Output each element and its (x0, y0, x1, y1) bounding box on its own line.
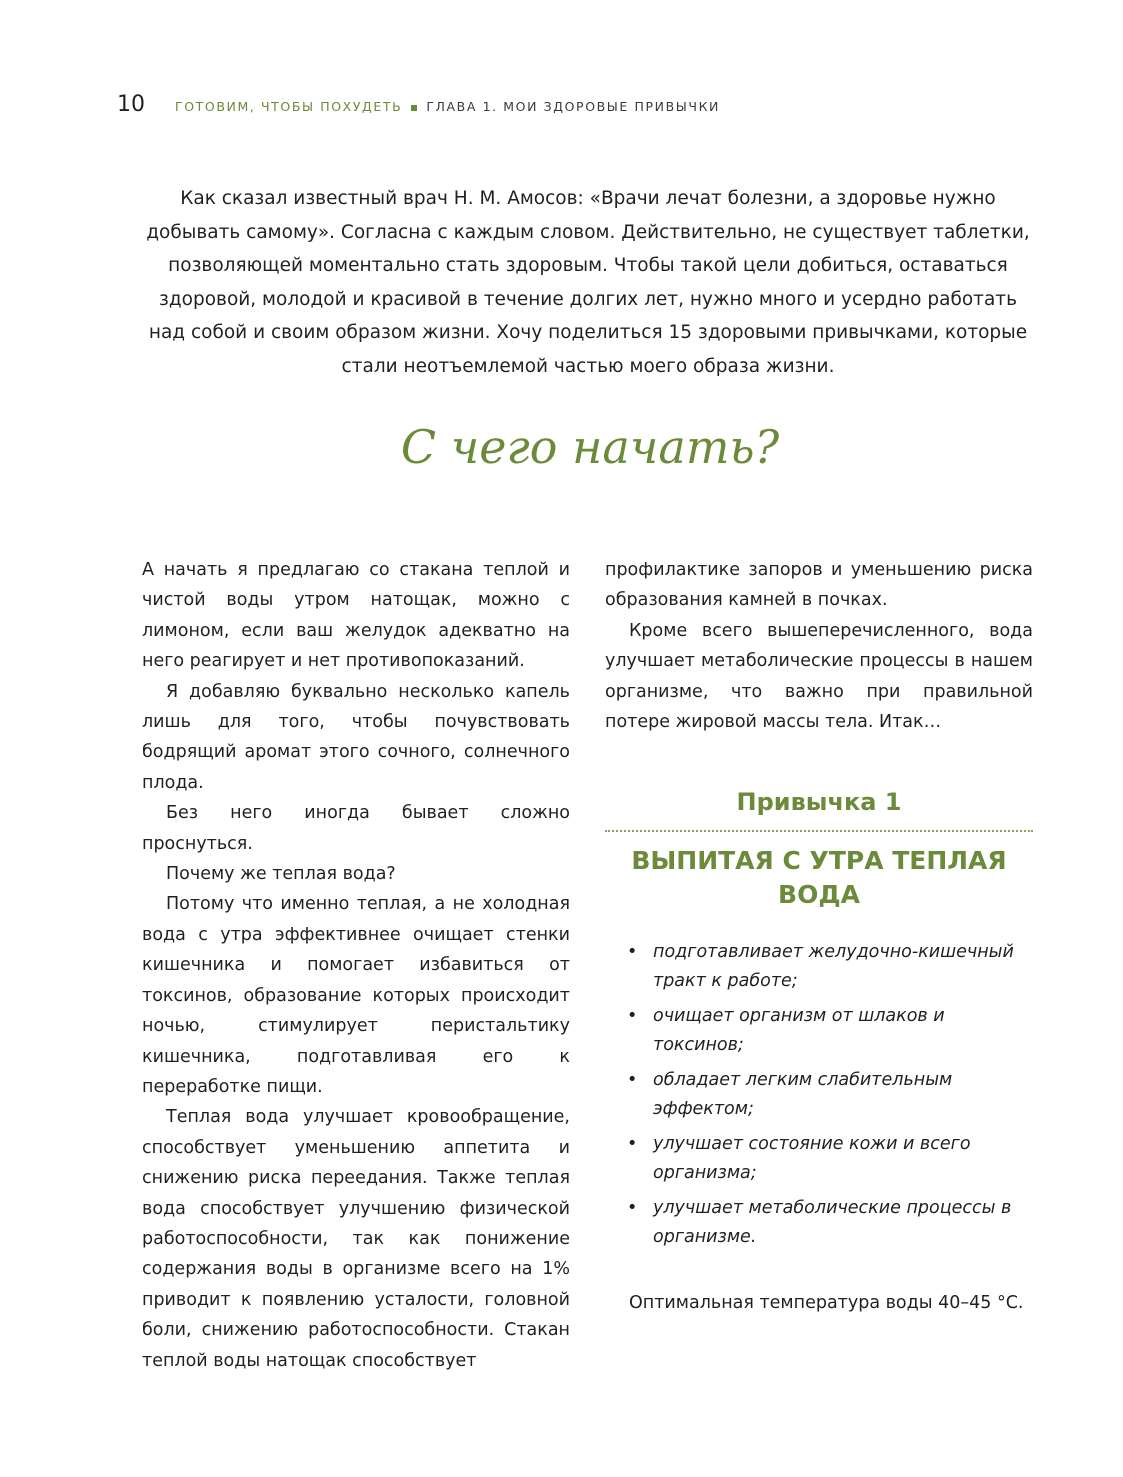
paragraph: Без него иногда бывает сложно проснуться. (142, 803, 570, 854)
paragraph: Я добавляю буквально несколько капель лишь для того, чтобы почувствовать бодрящий аромат этого сочного, солнечного плода. (142, 681, 570, 793)
right-column (605, 555, 1033, 737)
paragraph: Почему же теплая вода? (166, 864, 396, 885)
square-separator-icon (411, 105, 417, 111)
paragraph: Кроме всего вышеперечисленного, вода улучшает метаболические процессы в нашем организме, что важно при правильной потере жировой массы тела. Итак… (605, 620, 1033, 733)
section-title: С чего начать? (400, 420, 780, 474)
page-number: 10 (117, 92, 145, 117)
paragraph: профилактике запоров и уменьшению риска образования камней в почках. (605, 560, 1033, 611)
list-item: • обладает легким слабительным эффектом; (625, 1066, 1035, 1124)
paragraph: Теплая вода улучшает кровообращение, способствует уменьшению аппетита и снижению риска переедания. Также теплая вода способствует улучшению физической работоспособности, так как понижение содержания воды в организме всего на 1% приводит к появлению усталости, головной боли, снижению работоспособности. Стакан теплой воды натощак способствует (142, 1107, 570, 1371)
benefits-list (625, 938, 1035, 1258)
habit-heading (605, 788, 1033, 912)
list-item: • улучшает состояние кожи и всего организма; (625, 1130, 1035, 1188)
chapter-title: ГЛАВА 1. МОИ ЗДОРОВЫЕ ПРИВЫЧКИ (426, 99, 720, 114)
list-item: • подготавливает желудочно-кишечный тракт к работе; (625, 938, 1035, 996)
book-title: ГОТОВИМ, ЧТОБЫ ПОХУДЕТЬ (175, 99, 403, 114)
paragraph: Потому что именно теплая, а не холодная вода с утра эффективнее очищает стенки кишечника и помогает избавиться от токсинов, образование которых происходит ночью, стимулирует перистальтику кишечника, подготавливая его к переработке пищи. (142, 894, 570, 1097)
list-item: • улучшает метаболические процессы в организме. (625, 1194, 1035, 1252)
dotted-divider (605, 830, 1033, 832)
intro-paragraph: Как сказал известный врач Н. М. Амосов: «Врачи лечат болезни, а здоровье нужно добывать самому». Согласна с каждым словом. Действительно, не существует таблетки, позволяющей моментально стать здоровым. Чтобы такой цели добиться, оставаться здоровой, молодой и красивой в течение долгих лет, нужно много и усердно работать над собой и своим образом жизни. Хочу поделиться 15 здоровыми привычками, которые стали неотъемлемой частью моего образа жизни. (146, 188, 1030, 377)
habit-number: Привычка 1 (736, 788, 902, 816)
list-item: • очищает организм от шлаков и токсинов; (625, 1002, 1035, 1060)
paragraph: А начать я предлагаю со стакана теплой и чистой воды утром натощак, можно с лимоном, если ваш желудок адекватно на него реагирует и нет противопоказаний. (142, 560, 570, 672)
running-header (117, 92, 720, 117)
habit-title: ВЫПИТАЯ С УТРА ТЕПЛАЯ ВОДА (631, 846, 1007, 909)
temperature-note: Оптимальная температура воды 40–45 °C. (629, 1293, 1024, 1313)
left-column (142, 555, 570, 1376)
